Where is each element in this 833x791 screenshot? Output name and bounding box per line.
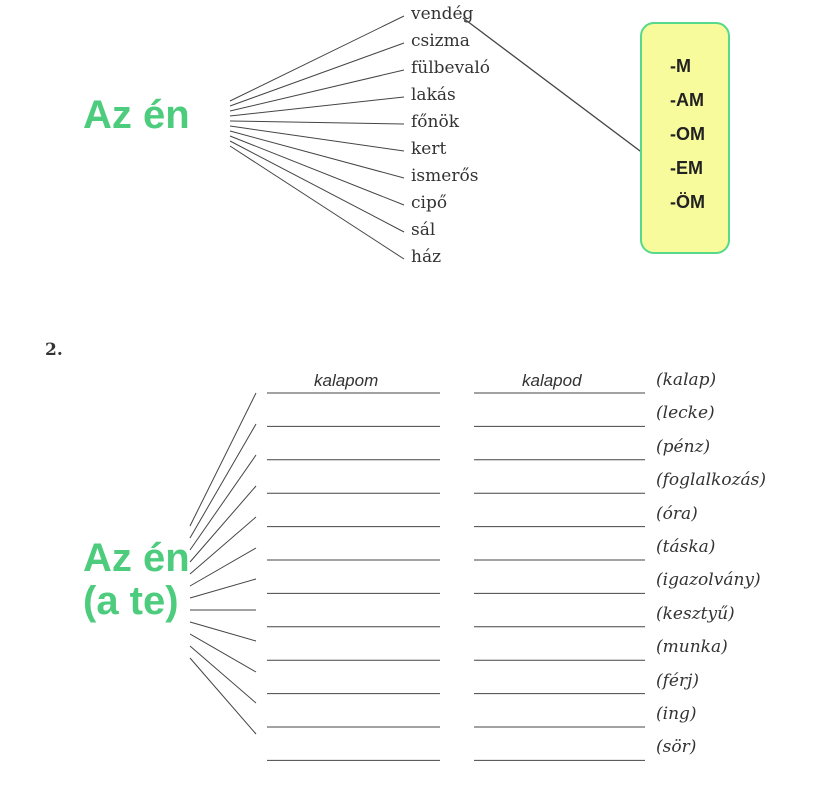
ex2-hint: (foglalkozás) bbox=[656, 470, 767, 491]
ex1-word: sál bbox=[411, 220, 436, 240]
ex2-fan-line bbox=[190, 486, 256, 562]
ex1-word: főnök bbox=[411, 112, 460, 132]
ex2-title-line1: Az én bbox=[83, 536, 190, 580]
ex2-title-line2: (a te) bbox=[83, 579, 179, 623]
ex1-fan-line bbox=[230, 70, 404, 111]
ex2-fan-line bbox=[190, 622, 256, 641]
ex2-fan-line bbox=[190, 579, 256, 598]
ex1-word: kert bbox=[411, 139, 447, 159]
ex2-fan-line bbox=[190, 634, 256, 672]
ex1-example-arrow bbox=[463, 18, 652, 160]
exercise-number: 2. bbox=[45, 340, 63, 360]
ex2-fan-line bbox=[190, 424, 256, 538]
ex1-fan-line bbox=[230, 121, 404, 124]
suffix-item: -OM bbox=[670, 124, 705, 144]
ex2-fan-line bbox=[190, 658, 256, 734]
ex2-fan-line bbox=[190, 646, 256, 703]
ex2-hint: (óra) bbox=[656, 503, 698, 524]
ex2-hint: (pénz) bbox=[656, 436, 711, 457]
ex2-fan-line bbox=[190, 455, 256, 550]
example-answer-1: kalapom bbox=[314, 371, 379, 390]
ex2-hint: (kalap) bbox=[656, 370, 717, 390]
ex1-word: ismerős bbox=[411, 166, 479, 186]
suffix-item: -AM bbox=[670, 90, 704, 110]
ex1-word: ház bbox=[411, 247, 442, 267]
ex1-word: cipő bbox=[411, 193, 448, 213]
ex2-hint: (kesztyű) bbox=[656, 603, 735, 624]
suffix-item: -ÖM bbox=[670, 192, 705, 212]
ex2-hint: (igazolvány) bbox=[656, 570, 761, 591]
ex1-title: Az én bbox=[83, 93, 190, 137]
suffix-item: -M bbox=[670, 56, 691, 76]
ex1-word: csizma bbox=[411, 31, 470, 51]
ex2-fan-line bbox=[190, 548, 256, 586]
ex1-fan-line bbox=[230, 16, 404, 101]
example-answer-2: kalapod bbox=[522, 371, 582, 390]
ex2-hint: (táska) bbox=[656, 537, 716, 557]
ex1-fan-line bbox=[230, 146, 404, 259]
ex1-fan-line bbox=[230, 97, 404, 116]
ex2-fan-line bbox=[190, 517, 256, 574]
ex1-word: fülbevaló bbox=[411, 58, 491, 78]
ex2-hint: (férj) bbox=[656, 670, 700, 691]
ex2-hint: (ing) bbox=[656, 704, 697, 724]
ex1-word: vendég bbox=[411, 4, 474, 24]
ex2-hint: (lecke) bbox=[656, 403, 715, 424]
suffix-item: -EM bbox=[670, 158, 703, 178]
ex2-hint: (munka) bbox=[656, 637, 728, 658]
ex1-word: lakás bbox=[411, 85, 456, 105]
ex2-fan-line bbox=[190, 393, 256, 526]
ex1-fan-line bbox=[230, 43, 404, 106]
ex2-hint: (sör) bbox=[656, 737, 697, 758]
